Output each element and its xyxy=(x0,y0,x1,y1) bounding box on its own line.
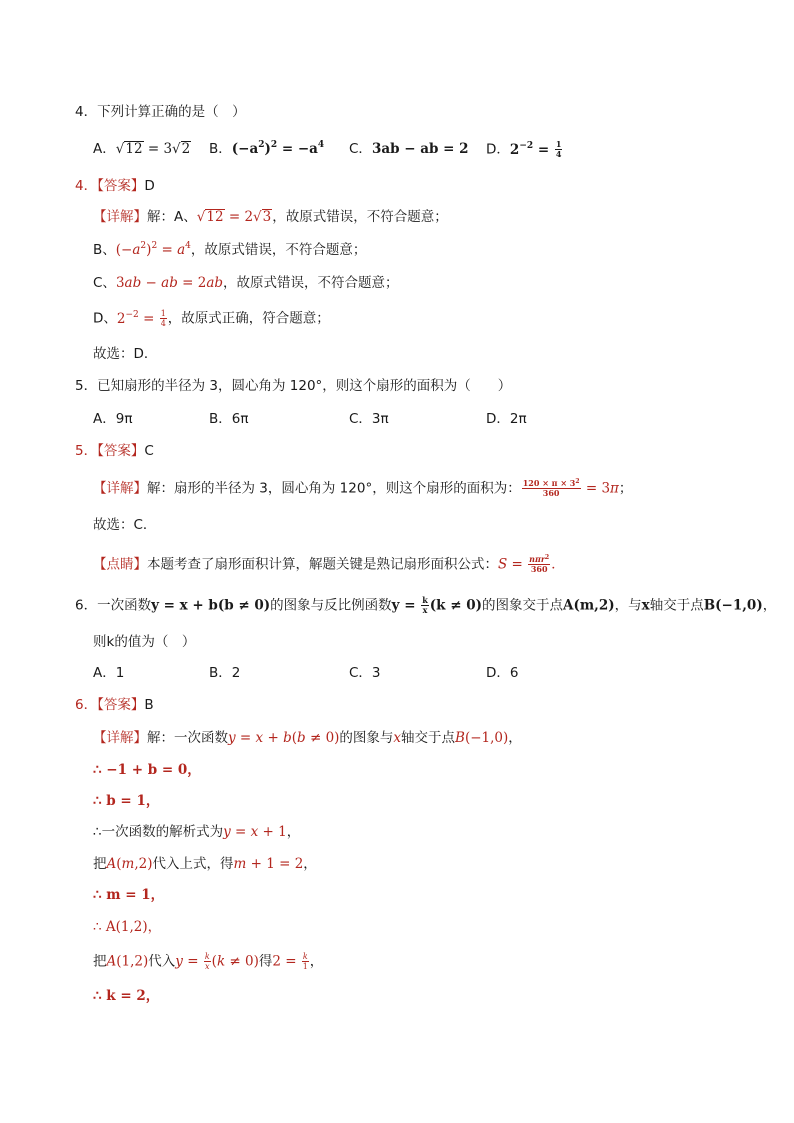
question-6-detail-9: ∴ k = 2， xyxy=(93,988,160,1004)
question-5-option-a: A．9π xyxy=(93,411,133,427)
question-4-answer: 4．【答案】D xyxy=(75,178,155,194)
question-5-option-c: C．3π xyxy=(349,411,389,427)
question-6-stem-1: 6．一次函数y = x + b(b ≠ 0)的图象与反比例函数y = $\frac{k}{x}$ (k ≠ 0)的图象交于点A(m,2)，与x轴交于点B(−1,0)， xyxy=(75,595,777,615)
question-4-option-c: C．3ab − ab = 2 xyxy=(349,141,469,157)
question-5-answer: 5．【答案】C xyxy=(75,443,154,459)
question-5-choose: 故选：C． xyxy=(93,517,157,533)
question-6-detail-5: 把A(m,2)代入上式，得m + 1 = 2， xyxy=(93,856,317,872)
question-6-option-a: A．1 xyxy=(93,665,125,681)
question-6-option-d: D．6 xyxy=(486,665,519,681)
question-4-detail-4: D、$2^{-2}$ = $\frac{1}{4}$ ，故原式正确，符合题意； xyxy=(93,309,330,328)
question-4-choose: 故选：D． xyxy=(93,346,158,362)
question-6-detail-7: ∴ A(1,2)， xyxy=(93,919,162,935)
question-6-detail-6: ∴ m = 1， xyxy=(93,887,165,903)
question-4-stem: 4．下列计算正确的是（ ） xyxy=(75,104,246,120)
question-6-detail-2: ∴ −1 + b = 0， xyxy=(93,762,201,778)
question-5-option-d: D．2π xyxy=(486,411,527,427)
question-4-detail-1: 【详解】解：A、√12 = 2√3，故原式错误，不符合题意； xyxy=(93,209,448,225)
question-5-detail: 【详解】解：扇形的半径为 3，圆心角为 120°，则这个扇形的面积为： $\frac{120 \times \pi \times 3^2}{360}$ = 3π； xyxy=(93,478,633,498)
question-4-option-b: B．$(-a^2)^2 = -a^4$ xyxy=(209,140,325,157)
question-4-detail-3: C、3ab − ab = 2ab，故原式错误，不符合题意； xyxy=(93,275,399,291)
question-5-option-b: B．6π xyxy=(209,411,249,427)
question-6-detail-4: ∴一次函数的解析式为y = x + 1， xyxy=(93,824,301,840)
question-4-option-a: A．√12 = 3√2 xyxy=(93,141,191,157)
question-5-stem: 5．已知扇形的半径为 3，圆心角为 120°，则这个扇形的面积为（ ） xyxy=(75,378,512,394)
question-6-option-b: B．2 xyxy=(209,665,241,681)
question-6-detail-1: 【详解】解：一次函数y = x + b(b ≠ 0)的图象与x轴交于点B(−1,0)， xyxy=(93,730,522,746)
question-6-option-c: C．3 xyxy=(349,665,381,681)
question-6-detail-3: ∴ b = 1， xyxy=(93,793,160,809)
question-4-option-d: D．$2^{-2}$ = $\frac{1}{4}$ xyxy=(486,139,562,159)
question-6-stem-2: 则k的值为（ ） xyxy=(93,634,196,650)
question-6-detail-8: 把A(1,2)代入y = $\frac{k}{x}$ (k ≠ 0)得2 = $\frac{k}{1}$ ， xyxy=(93,952,324,971)
question-5-tip: 【点睛】本题考查了扇形面积计算，解题关键是熟记扇形面积公式：S = $\frac{n\pi r^2}{360}$ ． xyxy=(93,554,565,574)
question-6-answer: 6．【答案】B xyxy=(75,697,154,713)
question-4-detail-2: B、$(-a^2)^2 = a^4$，故原式错误，不符合题意； xyxy=(93,241,367,258)
